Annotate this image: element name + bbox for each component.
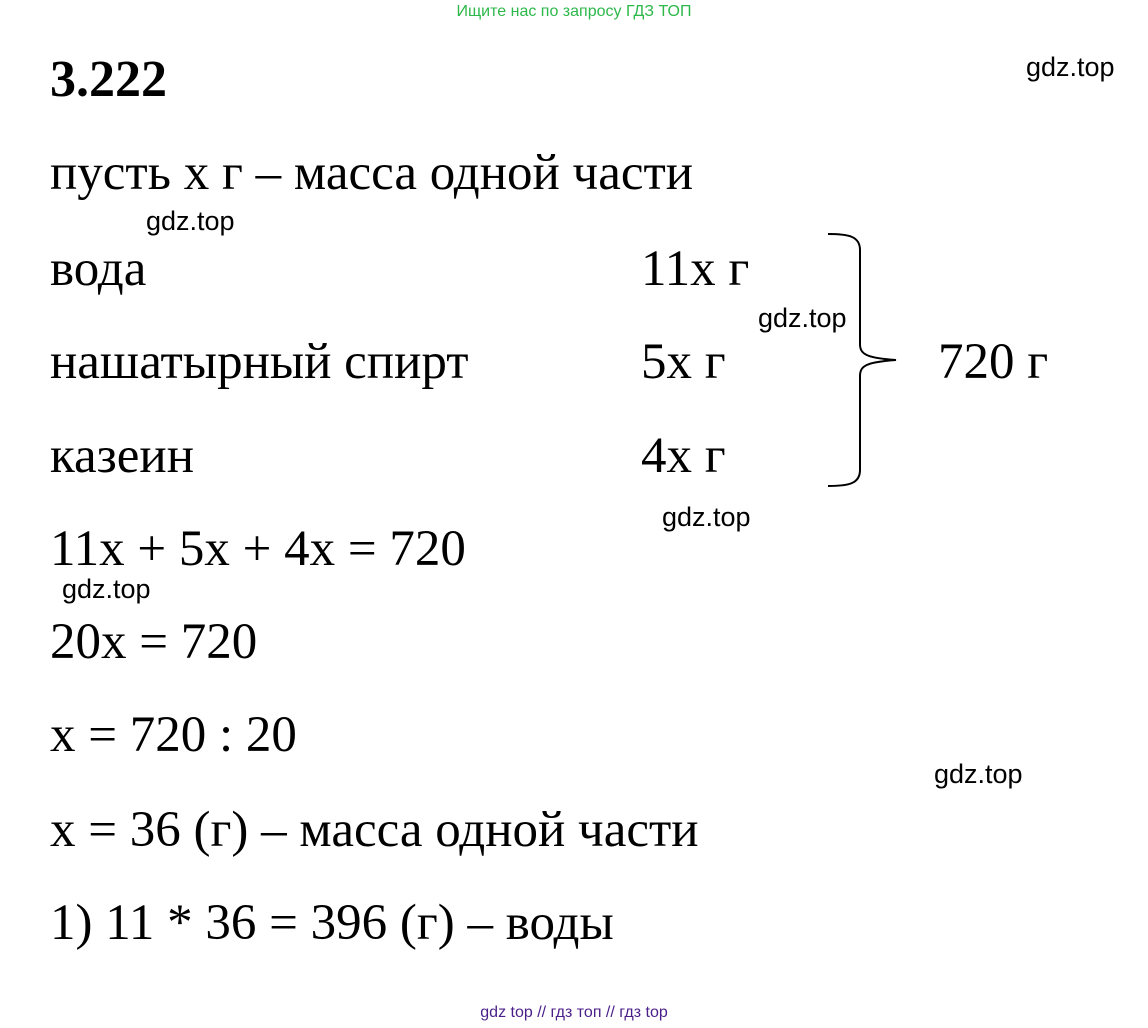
watermark: gdz.top bbox=[758, 303, 847, 333]
watermark: gdz.top bbox=[934, 759, 1023, 789]
watermark: gdz.top bbox=[62, 574, 151, 604]
total-mass: 720 г bbox=[938, 334, 1049, 390]
watermark: gdz.top bbox=[662, 502, 751, 532]
row-casein-label: казеин bbox=[50, 428, 195, 484]
intro-line: пусть х г – масса одной части bbox=[50, 145, 694, 201]
equation-1: 11х + 5х + 4х = 720 bbox=[50, 521, 466, 577]
watermark: gdz.top bbox=[146, 206, 235, 236]
row-ammonia-label: нашатырный спирт bbox=[50, 334, 469, 390]
equation-2: 20х = 720 bbox=[50, 614, 258, 670]
row-ammonia-value: 5х г bbox=[641, 334, 726, 390]
step-1: 1) 11 * 36 = 396 (г) – воды bbox=[50, 895, 614, 951]
watermark: gdz.top bbox=[1026, 52, 1115, 82]
footer-links[interactable]: gdz top // гдз топ // гдз top bbox=[480, 1004, 668, 1021]
row-water-value: 11х г bbox=[641, 241, 750, 297]
equation-4: х = 36 (г) – масса одной части bbox=[50, 802, 699, 858]
curly-brace-icon bbox=[820, 228, 910, 493]
problem-number: 3.222 bbox=[50, 51, 167, 108]
equation-3: х = 720 : 20 bbox=[50, 707, 297, 763]
search-banner: Ищите нас по запросу ГДЗ ТОП bbox=[456, 3, 692, 20]
row-water-label: вода bbox=[50, 241, 147, 297]
row-casein-value: 4х г bbox=[641, 428, 726, 484]
